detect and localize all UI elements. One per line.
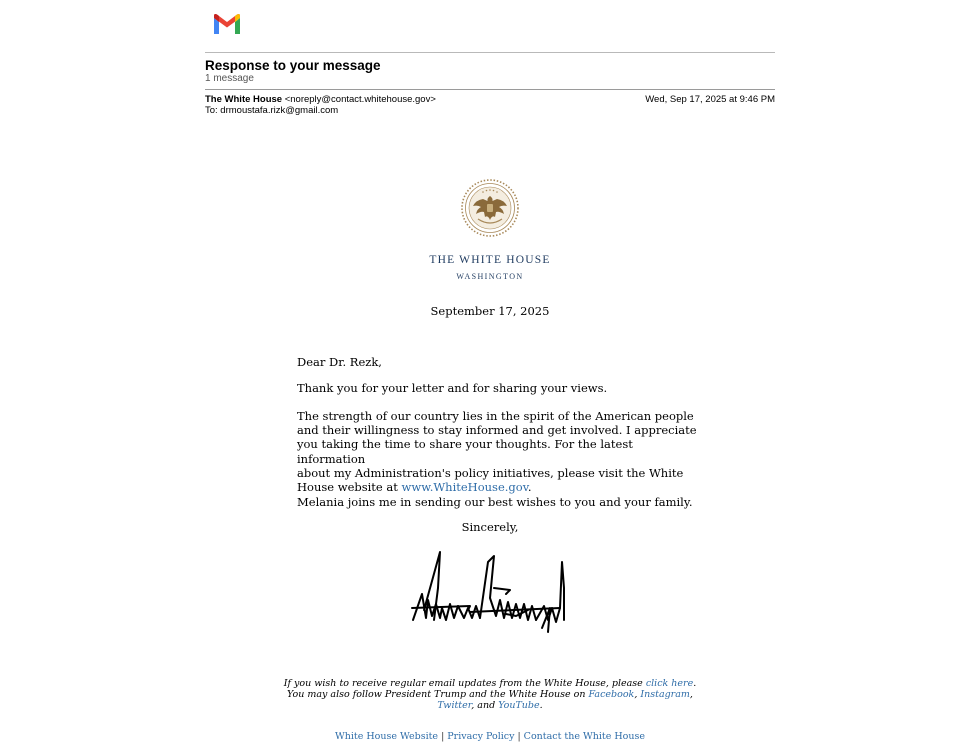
paragraph-line: about my Administration's policy initiatives, please visit the White	[297, 465, 684, 480]
footer-line	[0, 700, 980, 711]
twitter-link[interactable]: Twitter	[437, 700, 472, 711]
email-updates-link[interactable]: click here	[645, 678, 694, 689]
email-subject: Response to your message	[205, 58, 381, 73]
gmail-logo-icon	[212, 12, 242, 36]
message-divider	[205, 89, 775, 90]
link-separator: |	[517, 731, 521, 742]
sender-line	[205, 94, 436, 105]
sender-name: The White House	[205, 94, 283, 105]
paragraph-line: you taking the time to share your thoughts. For the latest information	[297, 437, 633, 466]
sender-address: <noreply@contact.whitehouse.gov>	[284, 94, 436, 105]
footer-notice	[0, 678, 980, 711]
footer-text: You may also follow President Trump and the White House on	[287, 689, 589, 700]
footer-line	[0, 678, 980, 689]
email-date: Wed, Sep 17, 2025 at 9:46 PM	[645, 94, 775, 105]
letter-paragraph-3: Melania joins me in sending our best wishes to you and your family.	[297, 495, 693, 509]
footer-text: , and	[471, 700, 499, 711]
footer-text: ,	[634, 689, 641, 700]
footer-links	[0, 731, 980, 742]
youtube-link[interactable]: YouTube	[498, 700, 540, 711]
footer-line	[0, 689, 980, 700]
paragraph-line	[297, 480, 697, 494]
paragraph-text: .	[527, 480, 532, 495]
signature-image	[410, 548, 570, 634]
header-divider	[205, 52, 775, 53]
letter-closing: Sincerely,	[461, 520, 519, 534]
recipient-line: To: drmoustafa.rizk@gmail.com	[205, 105, 339, 116]
paragraph-line: The strength of our country lies in the spirit of the American people	[297, 409, 694, 423]
letterhead-title: THE WHITE HOUSE	[429, 254, 551, 266]
paragraph-text: House website at	[297, 480, 402, 495]
footer-text: If you wish to receive regular email updates from the White House, please	[283, 678, 646, 689]
footer-text: .	[539, 700, 543, 711]
contact-whitehouse-link[interactable]: Contact the White House	[523, 731, 645, 742]
letter-paragraph-1: Thank you for your letter and for sharing your views.	[297, 381, 608, 395]
paragraph-line: and their willingness to stay informed and get involved. I appreciate	[297, 423, 697, 438]
letter-greeting: Dear Dr. Rezk,	[297, 355, 382, 369]
footer-text: ,	[689, 689, 693, 700]
letter-paragraph-2	[297, 409, 697, 494]
whitehouse-website-link[interactable]: www.WhiteHouse.gov	[401, 480, 528, 495]
presidential-seal-icon	[461, 179, 519, 237]
letter-date: September 17, 2025	[430, 304, 550, 318]
whitehouse-website-footer-link[interactable]: White House Website	[334, 731, 439, 742]
facebook-link[interactable]: Facebook	[588, 689, 635, 700]
letterhead-subtitle: WASHINGTON	[456, 272, 524, 281]
privacy-policy-link[interactable]: Privacy Policy	[447, 731, 515, 742]
link-separator: |	[441, 731, 445, 742]
instagram-link[interactable]: Instagram	[640, 689, 690, 700]
footer-text: .	[693, 678, 697, 689]
message-count: 1 message	[205, 73, 254, 84]
